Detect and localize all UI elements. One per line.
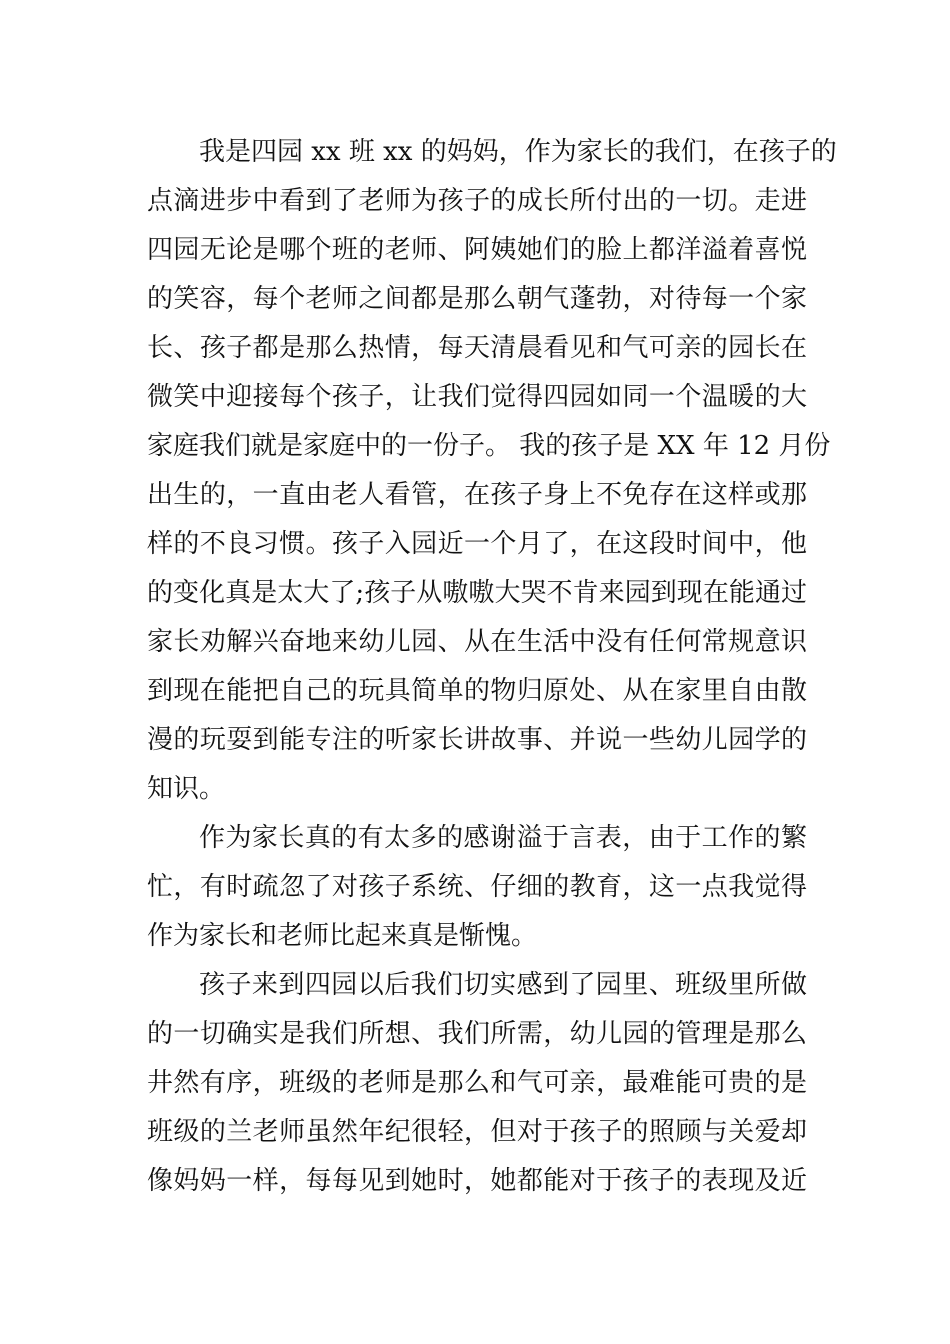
paragraph-1-line-4: 的笑容，每个老师之间都是那么朝气蓬勃，对待每一个家 [147, 284, 807, 314]
paragraph-1-line-12: 到现在能把自己的玩具简单的物归原处、从在家里自由散 [147, 676, 807, 706]
paragraph-1-line-2: 点滴进步中看到了老师为孩子的成长所付出的一切。走进 [147, 186, 807, 216]
paragraph-1-line-3: 四园无论是哪个班的老师、阿姨她们的脸上都洋溢着喜悦 [147, 235, 807, 265]
paragraph-1-line-14: 知识。 [147, 774, 226, 804]
paragraph-2-line-2: 忙，有时疏忽了对孩子系统、仔细的教育，这一点我觉得 [147, 872, 807, 902]
paragraph-1-line-8: 出生的，一直由老人看管，在孩子身上不免存在这样或那 [147, 480, 807, 510]
paragraph-1-line-13: 漫的玩耍到能专注的听家长讲故事、并说一些幼儿园学的 [147, 725, 807, 755]
paragraph-1-line-1: 我是四园 xx 班 xx 的妈妈，作为家长的我们，在孩子的 [199, 137, 837, 167]
paragraph-1-line-9: 样的不良习惯。孩子入园近一个月了，在这段时间中，他 [147, 529, 807, 559]
paragraph-2-line-1: 作为家长真的有太多的感谢溢于言表，由于工作的繁 [199, 823, 807, 853]
paragraph-1-line-5: 长、孩子都是那么热情，每天清晨看见和气可亲的园长在 [147, 333, 807, 363]
paragraph-1-line-6: 微笑中迎接每个孩子，让我们觉得四园如同一个温暖的大 [147, 382, 807, 412]
paragraph-3-line-4: 班级的兰老师虽然年纪很轻，但对于孩子的照顾与关爱却 [147, 1117, 807, 1147]
paragraph-1-line-11: 家长劝解兴奋地来幼儿园、从在生活中没有任何常规意识 [147, 627, 807, 657]
paragraph-3-line-3: 井然有序，班级的老师是那么和气可亲，最难能可贵的是 [147, 1068, 807, 1098]
paragraph-2-line-3: 作为家长和老师比起来真是惭愧。 [147, 921, 538, 951]
paragraph-3-line-5: 像妈妈一样，每每见到她时，她都能对于孩子的表现及近 [147, 1166, 807, 1196]
document-body [147, 128, 837, 1206]
paragraph-1-line-7: 家庭我们就是家庭中的一份子。 我的孩子是 XX 年 12 月份 [147, 431, 831, 461]
paragraph-3-line-2: 的一切确实是我们所想、我们所需，幼儿园的管理是那么 [147, 1019, 807, 1049]
paragraph-1-line-10: 的变化真是太大了;孩子从嗷嗷大哭不肯来园到现在能通过 [147, 578, 807, 608]
paragraph-3-line-1: 孩子来到四园以后我们切实感到了园里、班级里所做 [199, 970, 807, 1000]
